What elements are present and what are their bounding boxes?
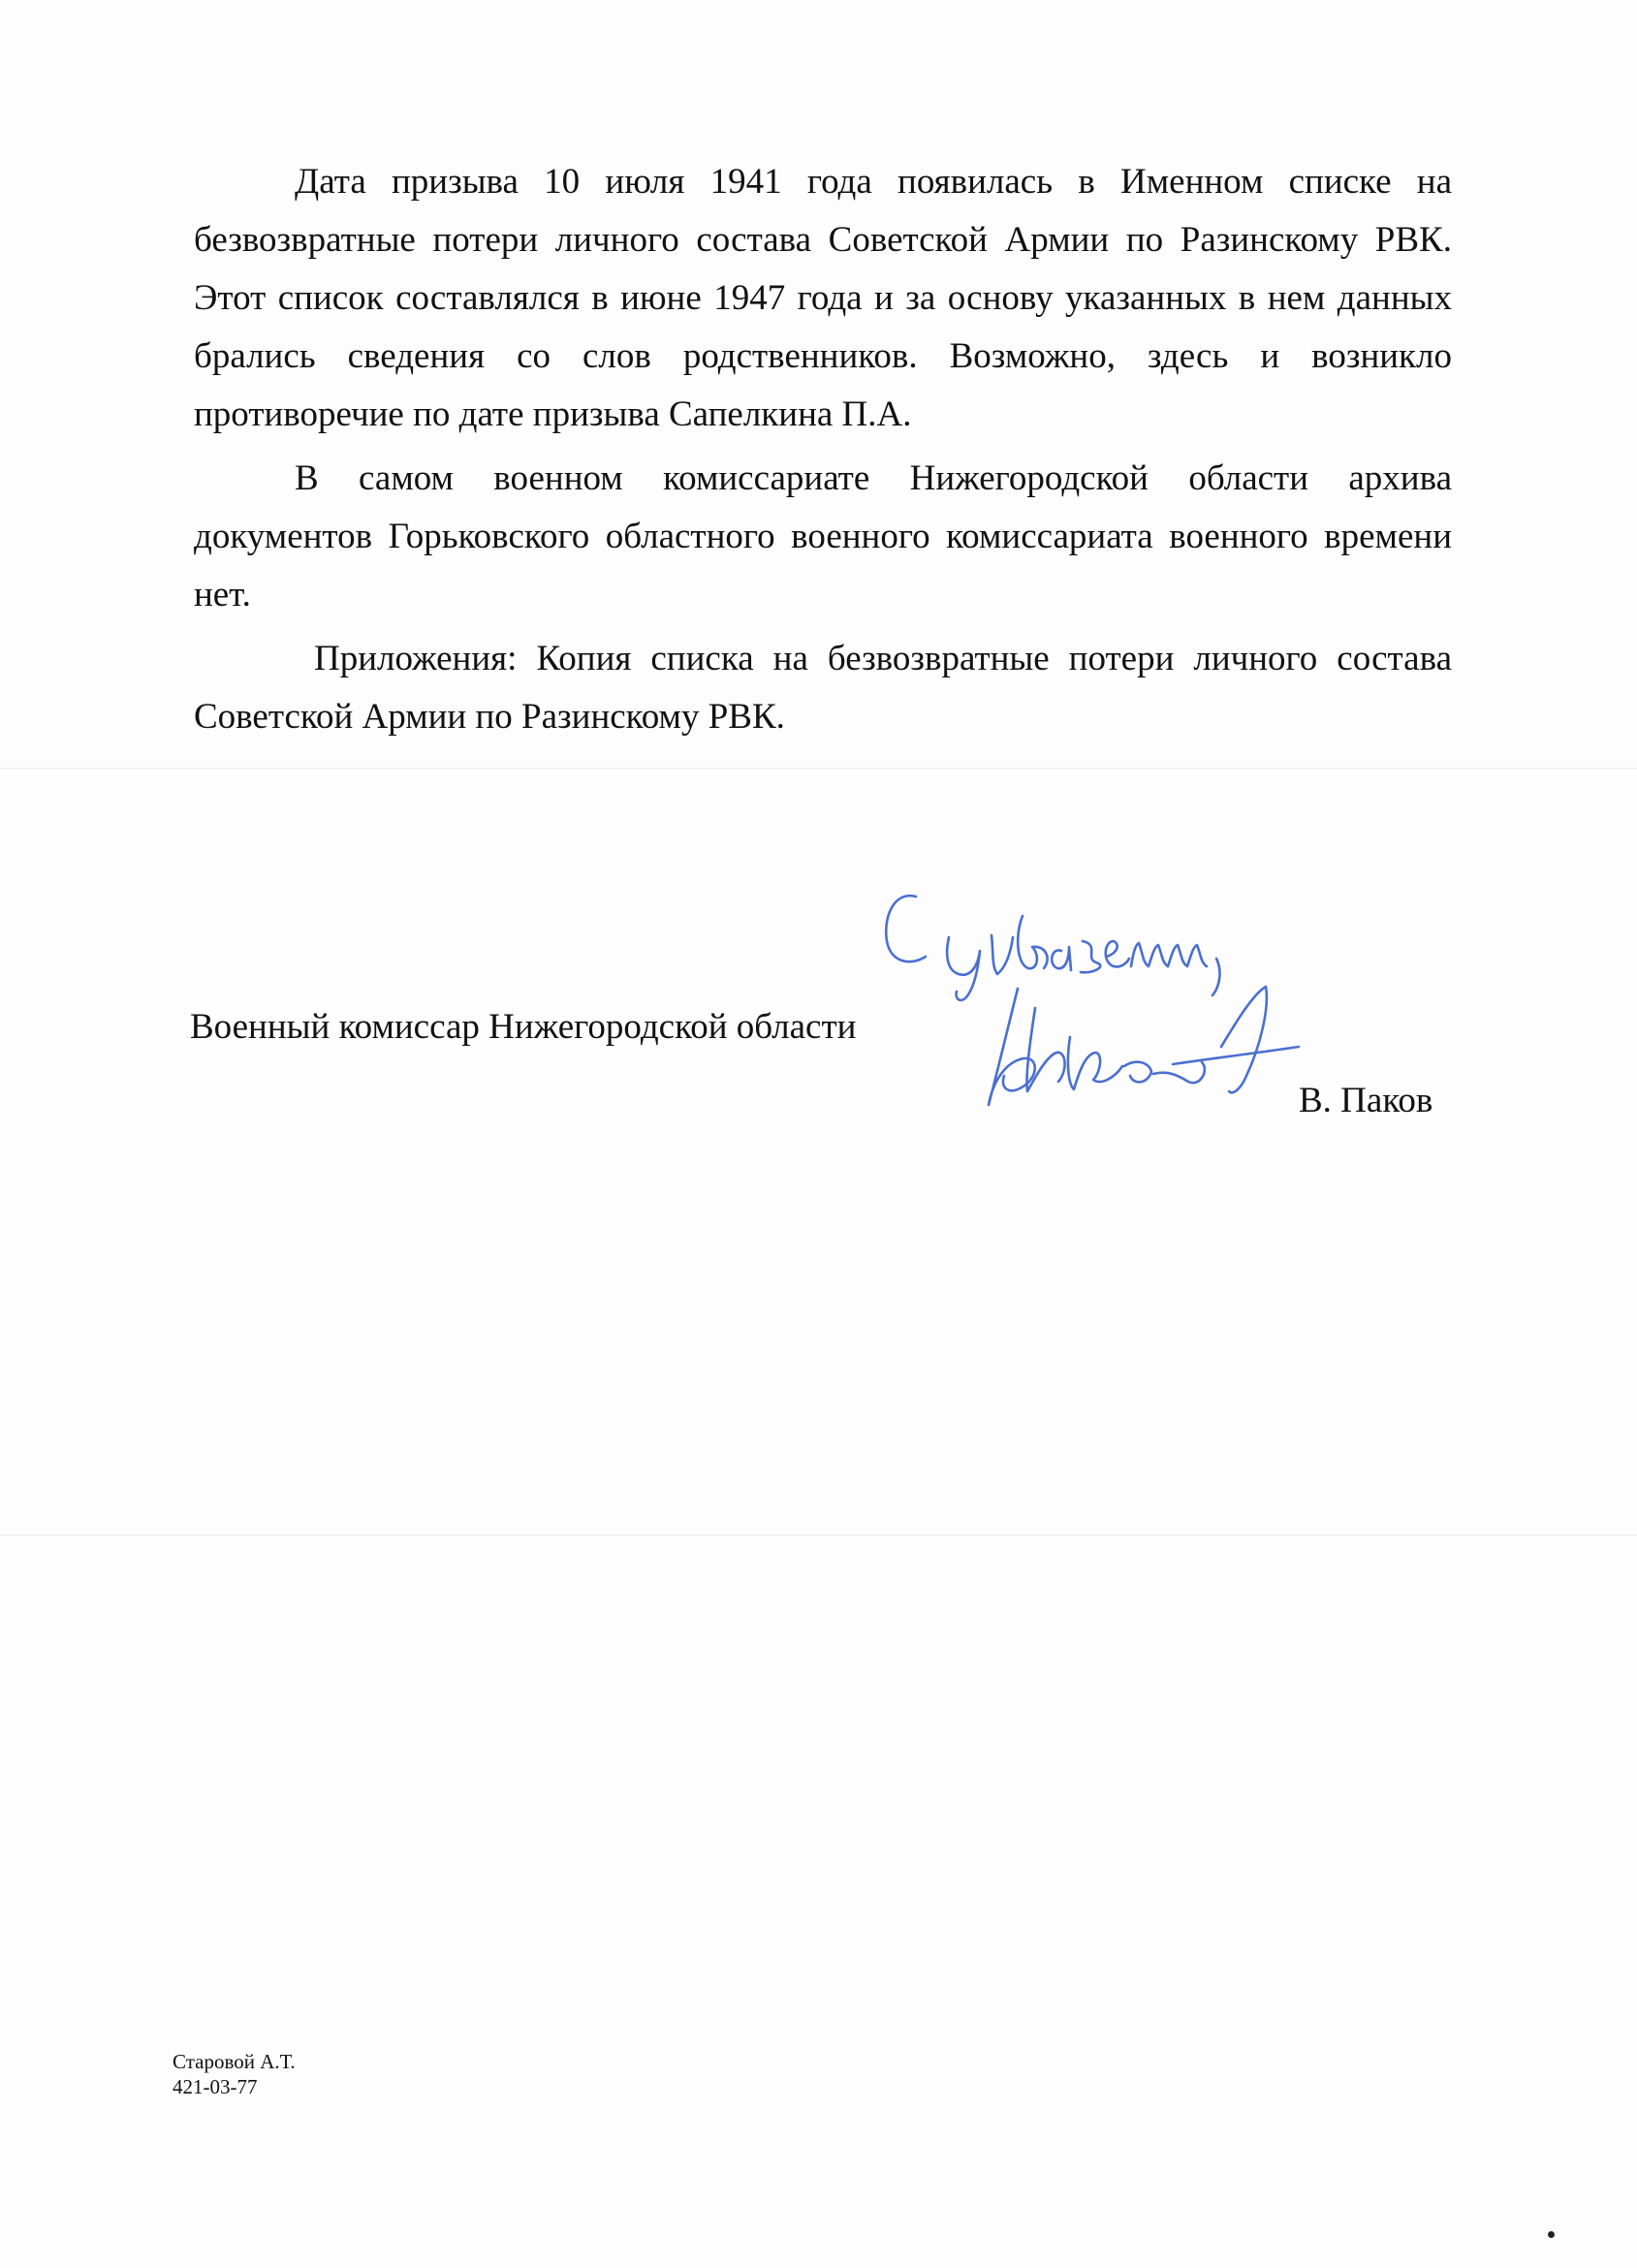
executor-phone: 421-03-77 [173, 2075, 258, 2098]
signatory-title: Военный комиссар Нижегородской области [190, 1007, 857, 1047]
attachments-note: Приложения: Копия списка на безвозвратные потери личного состава Советской Армии по Разинскому РВК. [194, 639, 1452, 737]
signatory-name: В. Паков [1299, 1081, 1433, 1120]
paragraph-archive: В самом военном комиссариате Нижегородской области архива документов Горьковского областного военного комиссариата военного времени нет. [194, 458, 1452, 614]
paper-fold-line [0, 1534, 1637, 1536]
paper-fold-line [0, 768, 1637, 770]
executor-info [173, 2049, 296, 2099]
handwritten-signature [979, 969, 1308, 1124]
paragraph-conscription-date: Дата призыва 10 июля 1941 года появилась в Именном списке на безвозвратные потери личного состава Советской Армии по Разинскому РВК. Этот список составлялся в июне 1947 года и за основу указанных в нем данных брались сведения со слов родственников. Возможно, здесь и возникло противоречие по дате призыва Сапелкина П.А. [194, 162, 1452, 434]
executor-name: Старовой А.Т. [173, 2050, 296, 2073]
letter-body [194, 153, 1452, 746]
ink-dot [1548, 2231, 1555, 2238]
